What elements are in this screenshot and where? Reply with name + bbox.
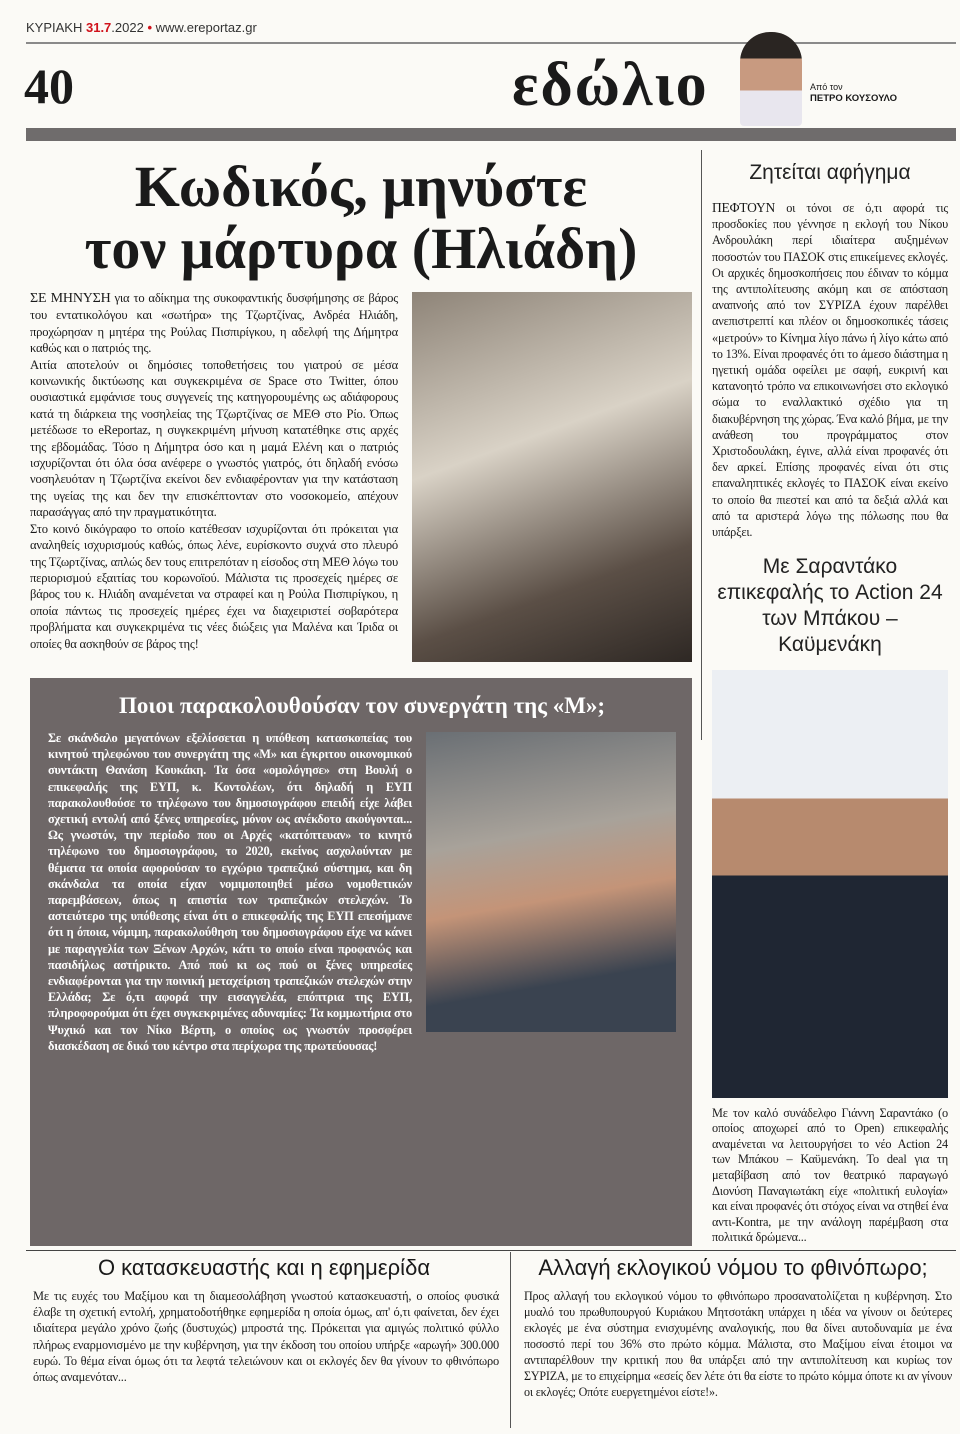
- day: ΚΥΡΙΑΚΗ: [26, 20, 83, 35]
- featured-box: [30, 678, 692, 1246]
- year: .2022: [111, 20, 144, 35]
- paragraph: οι τόνοι σε ό,τι αφορά τις προσδοκίες που γέννησε η εκλογή του Νίκου Ανδρουλάκη περί ιδιαίτερα αυξημένων ποσοστών του ΠΑΣΟΚ στις επικείμενες εκλογές. Οι αρχικές δημοσκοπήσεις που έδιναν το κόμμα της αντιπολίτευσης ακόμη και σε απόσταση αναπνοής από τον ΣΥΡΙΖΑ έχουν παρέλθει ανεπιστρεπτί και πλέον οι δημοσκοπικές τάσεις «μετρούν» το Κίνημα λίγο πάνω ή λίγο κάτω από το 13%. Είναι προφανές ότι το άμεσο διάστημα η ηγετική ομάδα οφείλει με σαφή, ευκρινή και κατανοητό τρόπο να επικοινωνήσει στο εκλογικό σώμα το εναλλακτικό σχέδιο για τη διακυβέρνηση της χώρας. Ένα καλό βήμα, με την ανάθεση του προγράμματος στον Χριστοδουλάκη, έγινε, αλλά είναι προφανές ότι δεν αρκεί. Επίσης προφανές είναι ότι στις επαναληπτικές εκλογές το ΠΑΣΟΚ είναι εκείνο το οποίο θα πιεστεί και από τα δεξιά αλλά και από τα αριστερά λόγω της πόλωσης που θα υπάρξει.: [712, 201, 948, 540]
- bottom-left-title: Ο κατασκευαστής και η εφημερίδα: [97, 1255, 431, 1280]
- left-column: [30, 156, 692, 1246]
- main-article: [30, 290, 692, 668]
- separator: •: [147, 20, 153, 35]
- side2-text: Με τον καλό συνάδελφο Γιάννη Σαραντάκο (ο οποίος αποχωρεί από το Open) επικεφαλής αναμένεται να λειτουργήσει το νέο Action 24 των Μπάκου – Καϋμενάκη. Το deal για τη μεταβίβαση από τον θεατρικό παραγωγό Διονύση Παναγιωτάκη είχε «πολιτική ευλογία» και είναι προφανές ότι στόχος είναι να στηθεί ένα αντι-Kontra, με την ανάλογη παρέμβαση στα πολιτικά δρώμενα...: [712, 1105, 948, 1245]
- paragraph: για το αδίκημα της συκοφαντικής δυσφήμησης σε βάρος του εντατικολόγου και «σωτήρα» της Τζωρτζίνας, Ανδρέα Ηλιάδη, προχώρησαν η μητέρα της Ρούλας Πισπιρίγκου, η αδελφή της Δήμητρα καθώς και ο πατριός της.: [30, 291, 398, 356]
- bottom-left-text: Με τις ευχές του Μαξίμου και τη διαμεσολάβηση γνωστού κατασκευαστή, ο οποίος φυσικά έλαβε τη σχετική εντολή, χρηματοδοτήθηκε εφημερίδα η οποία όμως, απ' ό,τι φαίνεται, δεν έχει ιδιαίτερα μεγάλο χρόνο ζωής (δυστυχώς) μπροστά της. Πρόκειται για αμιγώς πολιτικό φύλλο πλήρως εναρμονισμένο με την κυβέρνηση, για την έκδοση του οποίου υπήρξε «αρωγή» 300.000 ευρώ. Το θέμα είναι όμως ότι τα λεφτά τελειώνουν και οι εκλογές δεν θα γίνουν το φθινόπωρο όπως αναμενόταν...: [33, 1289, 499, 1385]
- headline-line: τον μάρτυρα (Ηλιάδη): [84, 216, 638, 281]
- author-photo: [740, 32, 802, 126]
- site-url: www.ereportaz.gr: [155, 20, 257, 35]
- byline-name: ΠΕΤΡΟ ΚΟΥΣΟΥΛΟ: [810, 93, 898, 104]
- lead-caps: ΠΕΦΤΟΥΝ: [712, 200, 776, 215]
- side2-title: Με Σαραντάκο επικεφαλής το Action 24 των Μπάκου – Καϋμενάκη: [717, 555, 943, 657]
- doctor-photo: [412, 292, 692, 662]
- paragraph: Αιτία αποτελούν οι δημόσιες τοποθετήσεις του γιατρού σε μέσα κοινωνικής δικτύωσης και συγκεκριμένα σε Space στο Twitter, όπου ουσιαστικά εμφάνισε τους συγγενείς της κατηγορουμένης ως αδιάφορους κατά τη διάρκεια της νοσηλείας της Τζωρτζίνας σε ΜΕΘ στο Ρίο. Όπως μετέδωσε το eReportaz, η συγκεκριμένη μήνυση κατατέθηκε στις αρχές της εβδομάδας. Τόσο η Δήμητρα όσο και η μαμά Ελένη και ο πατριός ισχυρίζονται ότι όλα όσα ανέφερε ο γνωστός γιατρός, ότι δηλαδή ενόσω νοσηλευόταν η Τζωρτζίνα εκείνοι δεν ενδιαφέρονταν για την κατάσταση της υγείας της και δεν την επισκέπτονταν στο νοσοκομείο, απέχουν παρασάγγας από την πραγματικότητα.: [30, 357, 398, 520]
- bottom-right-title: Αλλαγή εκλογικού νόμου το φθινόπωρο;: [538, 1255, 928, 1280]
- section-title: εδώλιο: [512, 51, 709, 119]
- column-divider: [701, 150, 702, 740]
- right-column: [712, 156, 948, 1246]
- box-body: [48, 730, 676, 1054]
- paragraph: Στο κοινό δικόγραφο το οποίο κατέθεσαν ισχυρίζονται ότι πρόκειται για αναληθείς ισχυρισμούς καθώς, όπως λένε, ευρίσκοντο συχνά στο πλευρό της Τζωρτζίνας, απλώς δεν τους επιτρεπόταν η είσοδος στη ΜΕΘ λόγω του περιορισμού εξαιτίας του κορωνοϊού. Μάλιστα τις προσεχείς ημέρες σε βάρος του κ. Ηλιάδη αναμένεται να στραφεί και η Ρούλα Πισπιρίγκου, η οποία πάντως τις προσεχείς ημέρες έχει να διαχειριστεί σοβαρότερα προβλήματα και συγκεκριμένα τις νέες διώξεις για Μαλένα και Ίριδα οι οποίες θα ασκηθούν σε βάρος της!: [30, 521, 398, 651]
- main-headline: [30, 156, 692, 280]
- box-text: Σε σκάνδαλο μεγατόνων εξελίσσεται η υπόθεση κατασκοπείας του κινητού τηλεφώνου του συνεργάτη της «Μ» και έγκριτου οικονομικού συντάκτη Θανάση Κουκάκη. Τα όσα «ομολόγησε» στη Βουλή ο επικεφαλής της ΕΥΠ, κ. Κοντολέων, ότι δηλαδή η ΕΥΠ παρακολουθούσε το τηλέφωνο του δημοσιογράφου επειδή είχε λάβει σχετική εντολή από ξένες υπηρεσίες, μόνον ως ανέκδοτο ακούγονται... Ως γνωστόν, την περίοδο που οι Αρχές «κατόπτευαν» το κινητό τηλέφωνο του δημοσιογράφου, το 2020, εκείνος ασχολούνταν με θέματα τα οποία αφορούσαν το εγχώριο τραπεζικό σύστημα, και δη σκάνδαλα τα οποία είχαν νομιμοποιηθεί μέσω νομοθετικών παρεμβάσεων, όπως η απιστία των τραπεζικών στελεχών. Το αστειότερο της υπόθεσης είναι ότι ο επικεφαλής της ΕΥΠ επεσήμανε ότι η όποια, νόμιμη, παρακολούθηση του δημοσιογράφου είχε να κάνει με παραγγελία των Ξένων Αρχών, κάτι το οποίο είναι προφανώς και πασιδήλως αστήρικτο. Από πού κι ως πού οι ξένες υπηρεσίες ενδιαφέρονται για την ποινική μεταχείριση τραπεζικών στελεχών στην Ελλάδα; Σε ό,τι αφορά την εισαγγελέα, επόπτρια της ΕΥΠ, πληροφορούμαι ότι έχει συγκεκριμένες αδυναμίες: Τα κομμωτήρια στο Ψυχικό και τον Νίκο Βέρτη, ο οποίος ως γνωστόν προσφέρει διασκέδαση σε δικό του κέντρο στα περίχωρα της πρωτεύουσας!: [48, 731, 412, 1053]
- byline: [810, 82, 897, 104]
- page-number: 40: [24, 58, 74, 114]
- header-rule: [26, 42, 956, 44]
- date: 31.7: [85, 20, 112, 35]
- lead-caps: ΣΕ ΜΗΝΥΣΗ: [30, 291, 111, 306]
- side1-title: Ζητείται αφήγημα: [749, 161, 911, 184]
- bottom-divider: [510, 1252, 511, 1428]
- byline-prefix: Από τον: [810, 82, 843, 92]
- bottom-right-text: Προς αλλαγή του εκλογικού νόμου το φθινόπωρο προσανατολίζεται η κυβέρνηση. Στο μυαλό του πρωθυπουργού Κυριάκου Μητσοτάκη υπάρχει η ιδέα να γίνουν οι δεύτερες εκλογές με ένα σύστημα ενισχυμένης αναλογικής, που θα δίνει αυτοδυναμία με ένα ποσοστό περί του 36% στο πρώτο κόμμα. Μάλιστα, στο Μαξίμου είναι έτοιμοι να αντιπαρέλθουν την κριτική που θα υπάρξει από την αντιπολίτευση και κυρίως τον ΣΥΡΙΖΑ, με το επιχείρημα «εσείς δεν λέτε ότι θα είστε το πρώτο κόμμα όποτε κι αν γίνουν οι εκλογές; Οπότε ευεργετημένοι είστε!».: [524, 1289, 952, 1399]
- bottom-rule: [26, 1250, 956, 1251]
- header-bar: [26, 128, 956, 141]
- dateline: [26, 20, 257, 35]
- box-title: Ποιοι παρακολουθούσαν τον συνεργάτη της «Μ»;: [118, 693, 606, 718]
- side1-text: [712, 200, 948, 540]
- headline-line: Κωδικός, μηνύστε: [134, 154, 588, 219]
- koukakis-photo: [426, 732, 676, 1032]
- sarantakos-photo: [712, 670, 948, 1097]
